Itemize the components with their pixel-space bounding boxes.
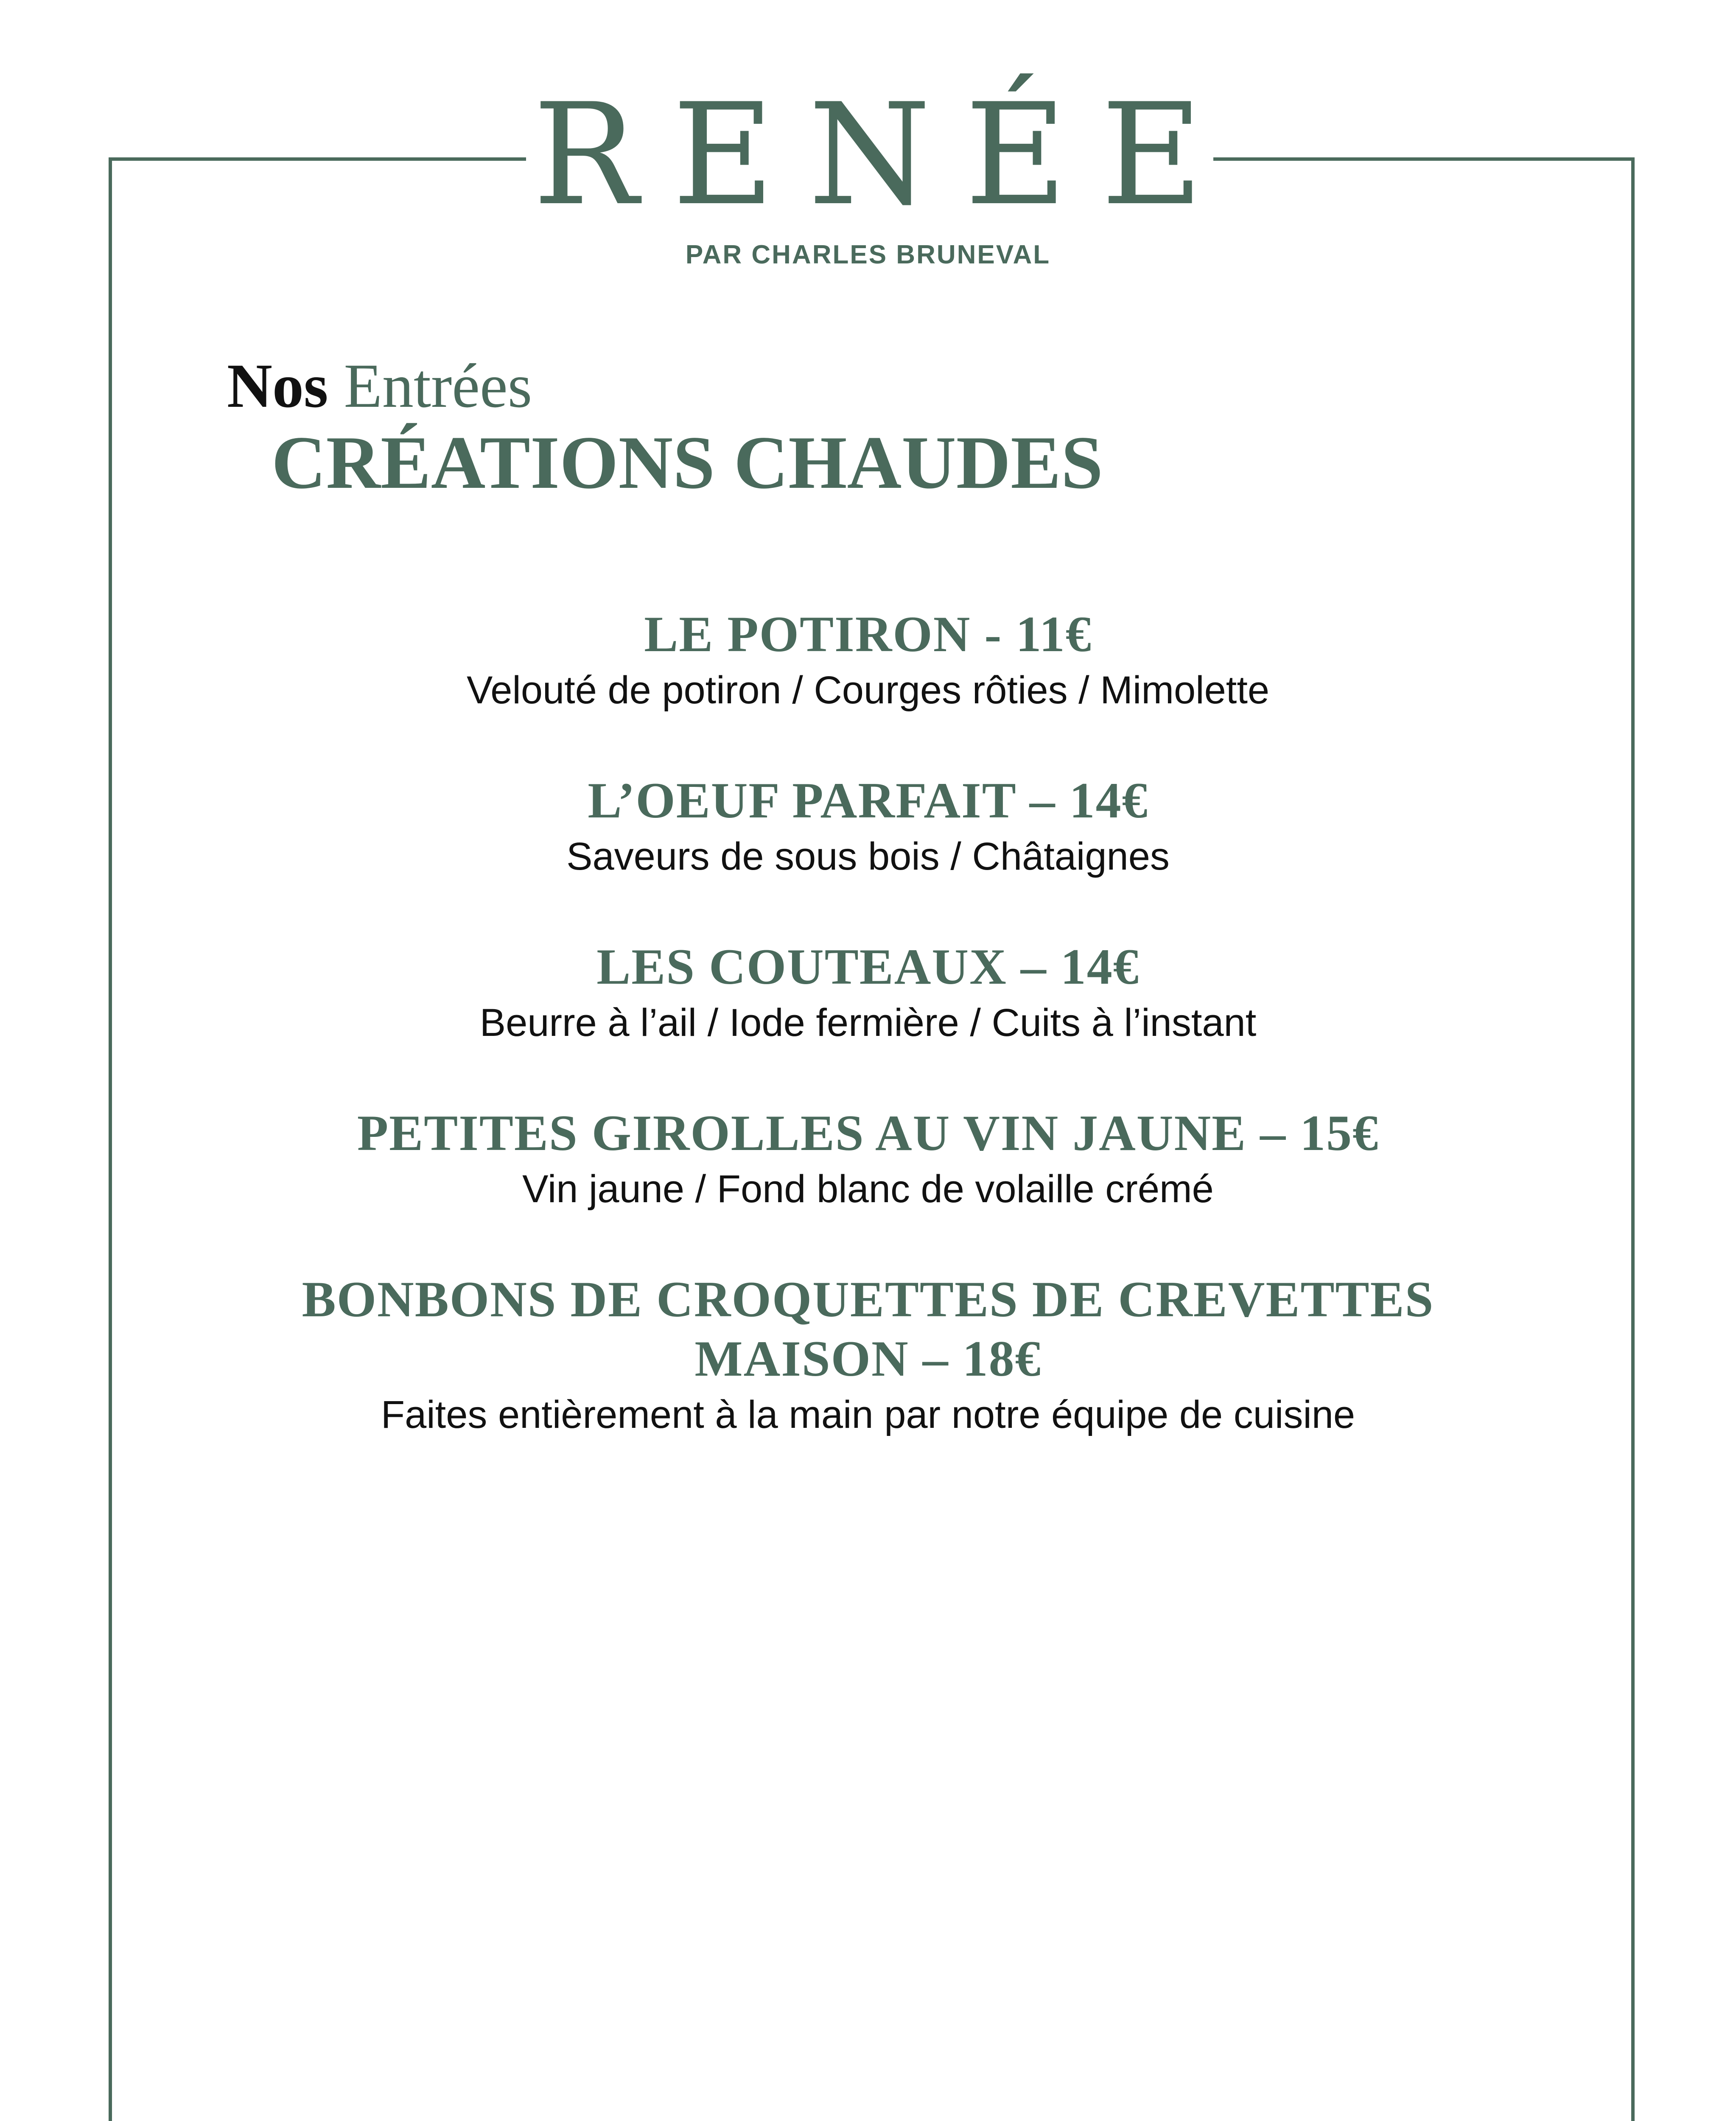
menu-item: [0, 1270, 1736, 1440]
menu-item: [0, 604, 1736, 716]
menu-item: [0, 937, 1736, 1048]
menu-item-description: Saveurs de sous bois / Châtaignes: [566, 835, 1170, 878]
section-title: CRÉATIONS CHAUDES: [272, 420, 1103, 504]
menu-item-name: BONBONS DE CROQUETTES DE CREVETTES MAISON – 18€: [302, 1271, 1434, 1387]
menu-item-description: Velouté de potiron / Courges rôties / Mimolette: [466, 669, 1270, 712]
menu-item: [0, 1103, 1736, 1214]
menu-item-description: Beurre à l’ail / Iode fermière / Cuits à l’instant: [479, 1001, 1257, 1044]
menu-item-description: Faites entièrement à la main par notre équipe de cuisine: [381, 1393, 1355, 1436]
menu-item-name: L’OEUF PARFAIT – 14€: [588, 772, 1148, 828]
menu-item-description: Vin jaune / Fond blanc de volaille crémé: [522, 1167, 1214, 1211]
section-heading: [227, 352, 532, 420]
brand-name: RENÉE: [533, 73, 1237, 236]
menu-item-name: LE POTIRON - 11€: [644, 606, 1092, 662]
brand-subtitle: PAR CHARLES BRUNEVAL: [685, 240, 1051, 269]
menu-item-name: LES COUTEAUX – 14€: [596, 938, 1140, 995]
section-heading-prefix: Nos: [227, 351, 328, 421]
menu-item: [0, 771, 1736, 882]
section-heading-main: Entrées: [344, 351, 532, 421]
menu-item-name: PETITES GIROLLES AU VIN JAUNE – 15€: [357, 1105, 1379, 1161]
menu-list: [0, 604, 1736, 1495]
